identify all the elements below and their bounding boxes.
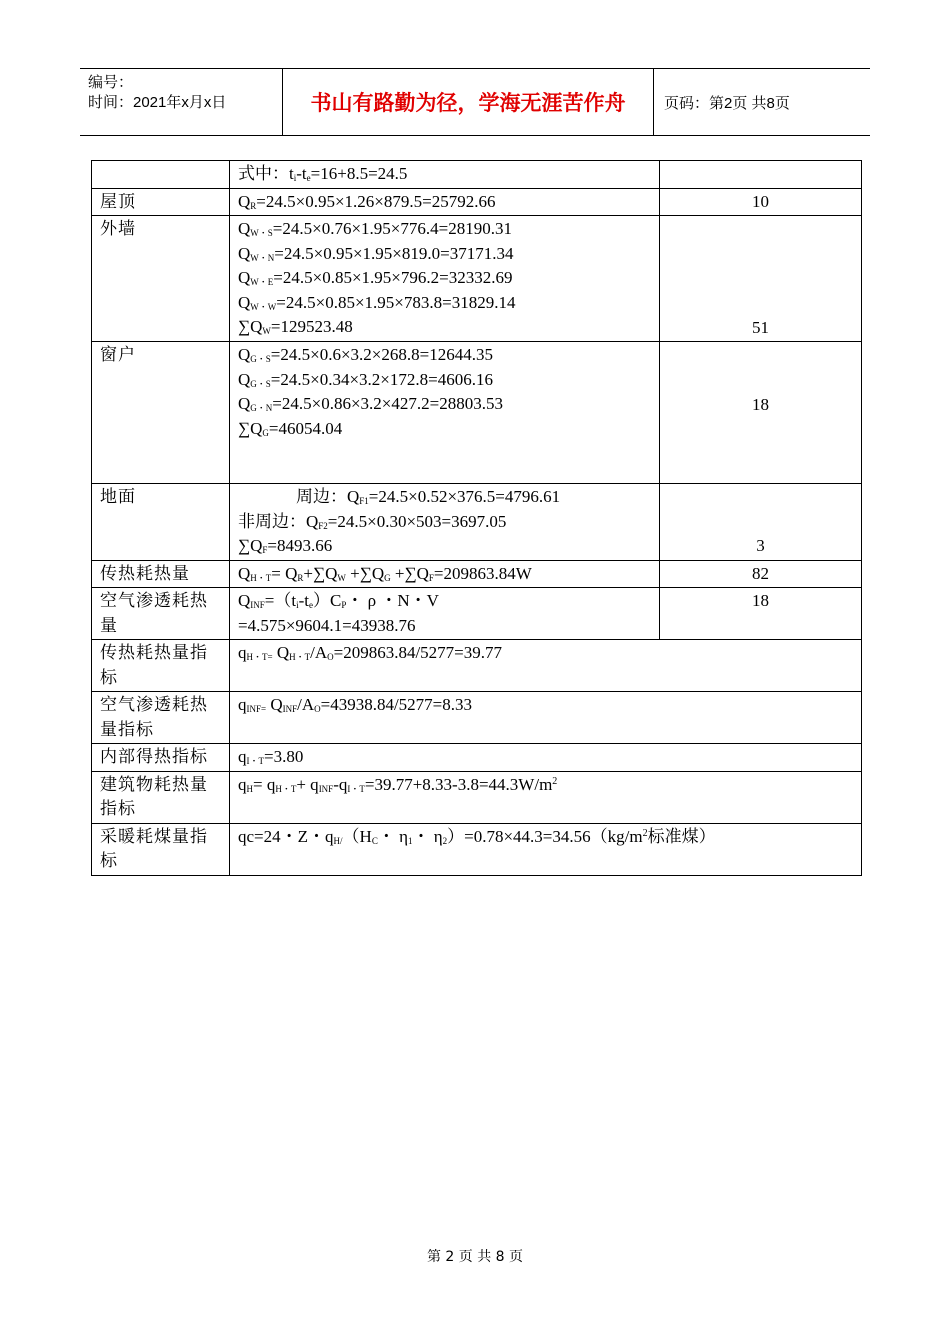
table-row bbox=[92, 771, 862, 823]
header-motto: 书山有路勤为径，学海无涯苦作舟 bbox=[282, 69, 654, 135]
row-label-coal-index: 采暖耗煤量指标 bbox=[92, 823, 230, 875]
date-label: 时间：2021年x月x日 bbox=[88, 94, 227, 111]
internal-gain-formula: $q_{I・T}=3.80$ bbox=[230, 744, 862, 772]
row-label-window: 窗户 bbox=[92, 342, 230, 484]
row-label-infiltration-index: 空气渗透耗热量指标 bbox=[92, 692, 230, 744]
table-row bbox=[92, 484, 862, 561]
transfer-percent: 82 bbox=[660, 560, 862, 588]
coal-index-formula: qc=24・Z・$q_{H/}(H_C$・ $\eta_1$・ $\eta_2)=0.78\times 44.3=34.56(kg/m^2$标准煤） bbox=[230, 823, 862, 875]
table-row bbox=[92, 342, 862, 484]
table-row bbox=[92, 588, 862, 640]
row-label-roof: 屋顶 bbox=[92, 188, 230, 216]
infiltration-formula: $Q_{INF}=(t_i-t_e)C_P$・ ρ ・N・V =4.575×9604.1=43938.76 bbox=[230, 588, 660, 640]
table-row bbox=[92, 216, 862, 342]
row-label-building-index: 建筑物耗热量指标 bbox=[92, 771, 230, 823]
infiltration-index-formula: $q_{INF=}$ $Q_{INF}/A_O=43938.84/5277=8.33$ bbox=[230, 692, 862, 744]
percent-cell bbox=[660, 161, 862, 189]
formula-note: 式中：$t_i-t_e=16+8.5=24.5$ bbox=[230, 161, 660, 189]
window-percent: 18 bbox=[660, 342, 862, 484]
ground-percent: 3 bbox=[660, 484, 862, 561]
row-label-infiltration: 空气渗透耗热量 bbox=[92, 588, 230, 640]
table-row bbox=[92, 188, 862, 216]
row-label-transfer: 传热耗热量 bbox=[92, 560, 230, 588]
table-row bbox=[92, 744, 862, 772]
roof-formula: $Q_R=24.5\times 0.95\times 1.26\times 879.5=25792.66$ bbox=[230, 188, 660, 216]
wall-formulas: $Q_{W・S}=24.5\times 0.76\times 1.95\times 776.4=28190.31$ $Q_{W・N}=24.5\times 0.95\times 1.95\times 819.0=37171.34$ $Q_{W・E}=24.5\times 0.85\times 1.95\times 796.2=32332.69$ $Q_{W・W}=24.5\times 0.85\times 1.95\times 783.8=31829.14$ $\sum Q_W=129523.48$ bbox=[230, 216, 660, 342]
building-index-formula: $q_H= q_{H・T}+ q_{INF}-q_{I・T}=39.77+8.33-3.8=44.3W/m^2$ bbox=[230, 771, 862, 823]
header-meta bbox=[80, 69, 282, 135]
row-label-ground: 地面 bbox=[92, 484, 230, 561]
row-label-internal-gain: 内部得热指标 bbox=[92, 744, 230, 772]
infiltration-percent: 18 bbox=[660, 588, 862, 640]
table-row bbox=[92, 161, 862, 189]
window-formulas: $Q_{G・S}=24.5\times 0.6\times 3.2\times 268.8=12644.35$ $Q_{G・S}=24.5\times 0.34\times 3.2\times 172.8=4606.16$ $Q_{G・N}=24.5\times 0.86\times 3.2\times 427.2=28803.53$ $\sum Q_G=46054.04$ bbox=[230, 342, 660, 484]
label-cell bbox=[92, 161, 230, 189]
heat-calculation-table bbox=[91, 160, 862, 876]
ground-formulas: 周边：$Q_{F1}=24.5\times 0.52\times 376.5=4796.61$ 非周边：$Q_{F2}=24.5\times 0.30\times 503=3697.05$ $\sum Q_F=8493.66$ bbox=[230, 484, 660, 561]
table-row bbox=[92, 640, 862, 692]
page-header bbox=[80, 68, 870, 136]
row-label-wall: 外墙 bbox=[92, 216, 230, 342]
header-page-number: 页码：第2页 共8页 bbox=[664, 94, 790, 112]
roof-percent: 10 bbox=[660, 188, 862, 216]
transfer-formula: $Q_{H・T}= Q_R+\sum Q_W +\sum Q_G +\sum Q_F=209863.84W$ bbox=[230, 560, 660, 588]
table-row bbox=[92, 560, 862, 588]
table-row bbox=[92, 823, 862, 875]
transfer-index-formula: $q_{H・T=}$ $Q_{H・T}/A_O=209863.84/5277=39.77$ bbox=[230, 640, 862, 692]
page-footer: 第 2 页 共 8 页 bbox=[426, 1249, 524, 1265]
row-label-transfer-index: 传热耗热量指标 bbox=[92, 640, 230, 692]
table-row bbox=[92, 692, 862, 744]
wall-percent: 51 bbox=[660, 216, 862, 342]
code-label: 编号： bbox=[88, 74, 134, 91]
